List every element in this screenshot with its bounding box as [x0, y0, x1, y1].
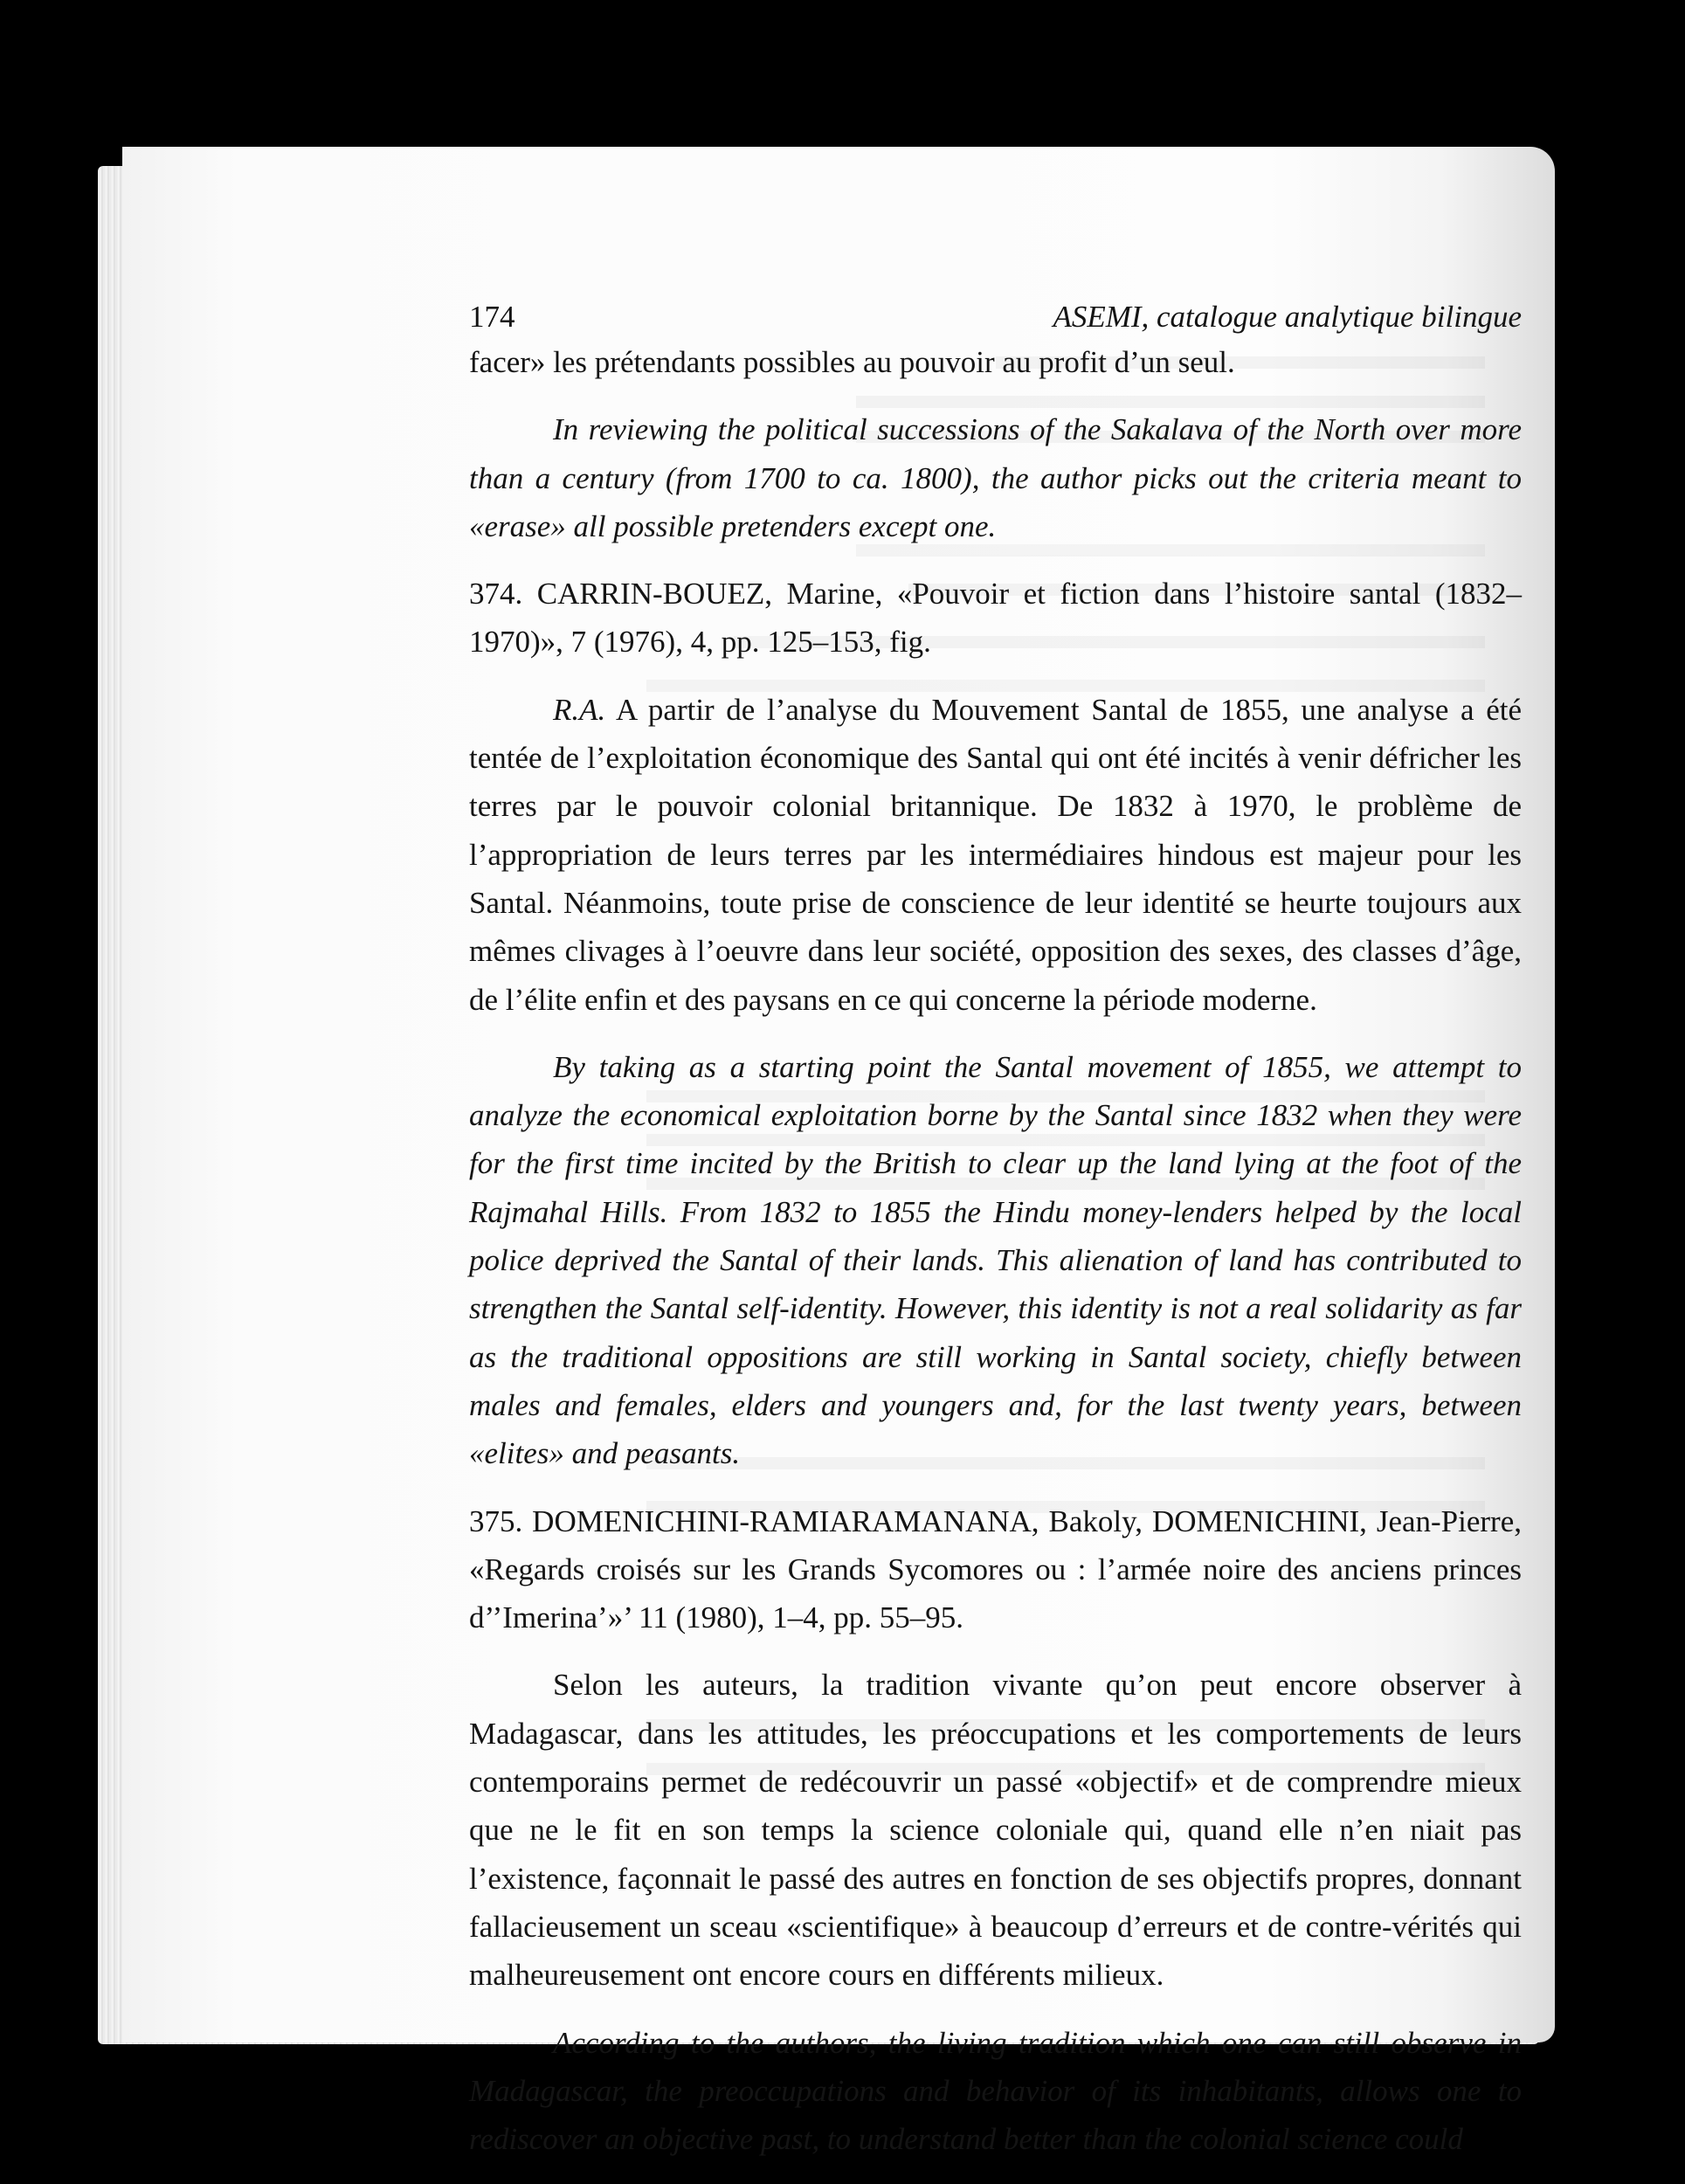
page-content	[469, 295, 1522, 2163]
entry-375-french-abstract: Selon les auteurs, la tradition vivante qu’on peut encore observer à Madagascar, dans les attitudes, les préoccupations et les comportements de leurs contemporains permet de redécouvrir un passé «objectif» et de comprendre mieux que ne le fit en son temps la science coloniale qui, quand elle n’en niait pas l’existence, façonnait le passé des autres en fonction de ses objectifs propres, donnant fallacieusement un sceau «scientifique» à beaucoup d’erreurs et de contre-vérités qui malheureusement ont encore cours en différents milieux.	[469, 1668, 1522, 1993]
entry-374-citation: 374. CARRIN-BOUEZ, Marine, «Pouvoir et fiction dans l’histoire santal (1832–1970)», 7 (1976), 4, pp. 125–153, fig.	[469, 577, 1522, 660]
entry-375-english-abstract: According to the authors, the living tradition which one can still observe in Madagascar, the preoccupations and behavior of its inhabitants, allows one to rediscover an objective past, to understand better than the colonial science could	[469, 2025, 1522, 2157]
english-summary-373: In reviewing the political successions of the Sakalava of the North over more than a century (from 1700 to ca. 1800), the author picks out the criteria meant to «erase» all possible pretenders except one.	[469, 412, 1522, 543]
ra-label: R.A.	[553, 692, 606, 727]
paragraph-continuation: facer» les prétendants possibles au pouvoir au profit d’un seul.	[469, 345, 1235, 379]
book-page	[122, 147, 1555, 2157]
entry-374-french-text: A partir de l’analyse du Mouvement Santal de 1855, une analyse a été tentée de l’exploitation économique des Santal qui ont été incités à venir défricher les terres par le pouvoir colonial britannique. De 1832 à 1970, le problème de l’appropriation de leurs terres par les intermédiaires hindous est majeur pour les Santal. Néanmoins, toute prise de conscience de leur identité se heurte toujours aux mêmes clivages à l’oeuvre dans leur société, opposition des sexes, des classes d’âge, de l’élite enfin et des paysans en ce qui concerne la période moderne.	[469, 692, 1522, 1017]
entry-374-english-abstract: By taking as a starting point the Santal movement of 1855, we attempt to analyze the economical exploitation borne by the Santal since 1832 when they were for the first time incited by the British to clear up the land lying at the foot of the Rajmahal Hills. From 1832 to 1855 the Hindu money-lenders helped by the local police deprived the Santal of their lands. This alienation of land has contributed to strengthen the Santal self-identity. However, this identity is not a real solidarity as far as the traditional oppositions are still working in Santal society, chiefly between males and females, elders and youngers and, for the last twenty years, between «elites» and peasants.	[469, 1049, 1522, 1471]
page-header	[469, 295, 1522, 338]
entry-375-citation: 375. DOMENICHINI-RAMIARAMANANA, Bakoly, DOMENICHINI, Jean-Pierre, «Regards croisés sur les Grands Sycomores ou : l’armée noire des anciens princes d’’Imerina’»’ 11 (1980), 1–4, pp. 55–95.	[469, 1503, 1522, 1635]
page-number: 174	[469, 300, 515, 334]
entry-374-french-abstract	[469, 686, 1522, 1024]
running-title: ASEMI, catalogue analytique bilingue	[1053, 300, 1522, 334]
